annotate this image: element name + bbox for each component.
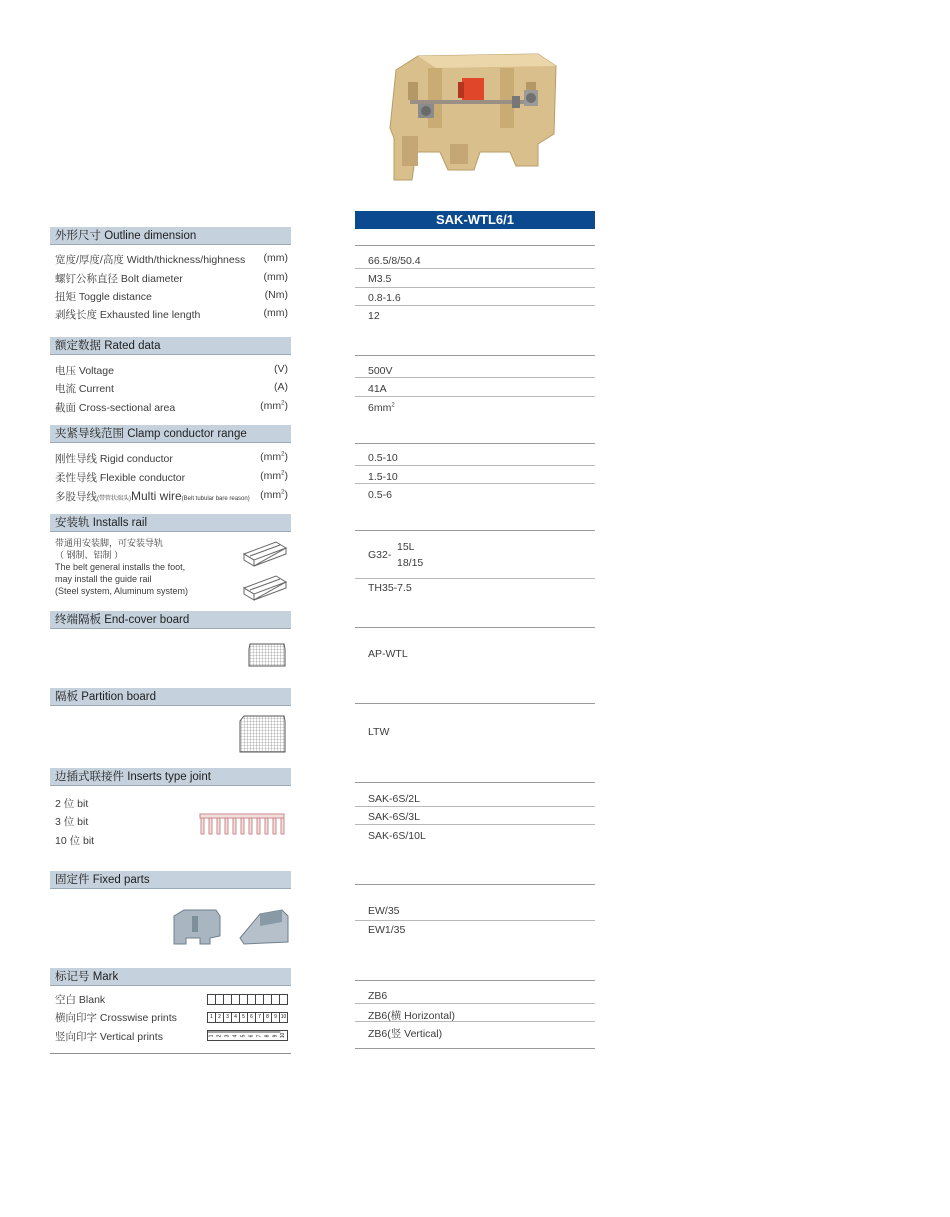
divider (50, 1053, 291, 1054)
row-value: ZB6 (368, 990, 388, 1002)
row-value: SAK-6S/10L (368, 830, 426, 842)
din-rail-icon (240, 538, 290, 602)
divider (355, 703, 595, 704)
divider (355, 245, 595, 246)
divider (355, 824, 595, 825)
row-label: 10 位 bit (55, 835, 95, 847)
row-label: 2 位 bit (55, 798, 89, 810)
row-value: ZB6(横 Horizontal) (368, 1010, 455, 1022)
endcover-value: AP-WTL (368, 648, 408, 660)
divider (355, 782, 595, 783)
row-unit: $(mm^2)$ (260, 451, 288, 463)
fixed-part-icon (170, 908, 222, 946)
row-label: 竖向印字 Vertical prints (55, 1031, 163, 1043)
divider (355, 884, 595, 885)
rail-value-top: 15L (397, 541, 415, 553)
row-unit: $(mm^2)$ (260, 400, 288, 412)
divider (355, 377, 595, 378)
fixed-value: EW1/35 (368, 924, 406, 936)
divider (355, 396, 595, 397)
divider (355, 806, 595, 807)
section-header-inserts: 边插式联接件 Inserts type joint (50, 768, 291, 786)
section-header-outline: 外形尺寸 Outline dimension (50, 227, 291, 245)
divider (355, 287, 595, 288)
divider (355, 920, 595, 921)
mark-crosswise-strip: 1 2 3 4 5 6 7 8 9 10 (207, 1012, 288, 1023)
row-value: 41A (368, 383, 387, 395)
row-unit: $(mm^2)$ (260, 470, 288, 482)
row-unit: (mm) (263, 252, 288, 264)
row-label: 刚性导线 Rigid conductor (55, 453, 173, 465)
mark-vertical-strip: 1 2 3 4 5 6 7 8 9 10 (207, 1030, 288, 1041)
divider (355, 578, 595, 579)
rail-value: G32- (368, 549, 392, 561)
section-header-fixed: 固定件 Fixed parts (50, 871, 291, 889)
divider (355, 530, 595, 531)
partition-value: LTW (368, 726, 390, 738)
section-header-partition: 隔板 Partition board (50, 688, 291, 706)
section-header-endcover: 终端隔板 End-cover board (50, 611, 291, 629)
row-unit: (mm) (263, 271, 288, 283)
divider (355, 483, 595, 484)
row-label: 多股导线(带管状端头)Multi wire(Belt tubular bare reason) (55, 489, 250, 503)
section-header-rail: 安装轨 Installs rail (50, 514, 291, 532)
rail-value-bottom: 18/15 (397, 557, 424, 569)
model-title-bar: SAK-WTL6/1 (355, 211, 595, 229)
row-value: 1.5-10 (368, 471, 398, 483)
row-value: 0.5-6 (368, 489, 392, 501)
row-value: 0.5-10 (368, 452, 398, 464)
mark-blank-strip-icon (207, 994, 288, 1005)
divider (355, 465, 595, 466)
divider (355, 627, 595, 628)
rail-value-2: TH35-7.5 (368, 582, 412, 594)
section-header-clamp: 夹紧导线范围 Clamp conductor range (50, 425, 291, 443)
row-unit: (A) (274, 381, 288, 393)
end-cover-icon (247, 643, 287, 667)
row-label: 剥线长度 Exhausted line length (55, 309, 201, 321)
row-value: 66.5/8/50.4 (368, 255, 421, 267)
row-label: 宽度/厚度/高度 Width/thickness/highness (55, 254, 246, 266)
row-label: 空白 Blank (55, 994, 106, 1006)
row-label: 扭矩 Toggle distance (55, 291, 152, 303)
fixed-value: EW/35 (368, 905, 400, 917)
row-label: 3 位 bit (55, 816, 89, 828)
divider (355, 443, 595, 444)
divider (355, 980, 595, 981)
row-label: 柔性导线 Flexible conductor (55, 472, 186, 484)
row-value: 500V (368, 365, 393, 377)
row-label: 截面 Cross-sectional area (55, 402, 176, 414)
insert-joint-icon (198, 812, 286, 836)
row-unit: (V) (274, 363, 288, 375)
row-value: $6mm^2$ (368, 402, 395, 414)
divider (355, 355, 595, 356)
divider (355, 268, 595, 269)
row-label: 电流 Current (55, 383, 114, 395)
fixed-part-icon (238, 908, 290, 946)
row-value: 0.8-1.6 (368, 292, 401, 304)
row-unit: $(mm^2)$ (260, 489, 288, 501)
row-value: SAK-6S/3L (368, 811, 420, 823)
row-unit: (mm) (263, 307, 288, 319)
row-label: 电压 Voltage (55, 365, 114, 377)
divider (355, 305, 595, 306)
row-value: SAK-6S/2L (368, 793, 420, 805)
row-value: M3.5 (368, 273, 392, 285)
row-label: 横向印字 Crosswise prints (55, 1012, 177, 1024)
row-unit: (Nm) (264, 289, 288, 301)
divider (355, 1048, 595, 1049)
terminal-block-image (388, 48, 560, 184)
row-label: 螺钉公称直径 Bolt diameter (55, 273, 183, 285)
divider (355, 1021, 595, 1022)
partition-board-icon (238, 715, 288, 753)
divider (355, 1003, 595, 1004)
section-header-rated: 额定数据 Rated data (50, 337, 291, 355)
rail-description: 带通用安装脚，可安装导轨 （ 钢制、铝制 ） The belt general installs the foot, may install the guide rail (Steel system, Aluminum system) (55, 538, 189, 596)
section-header-mark: 标记号 Mark (50, 968, 291, 986)
row-value: ZB6(竖 Vertical) (368, 1028, 443, 1040)
row-value: 12 (368, 310, 380, 322)
